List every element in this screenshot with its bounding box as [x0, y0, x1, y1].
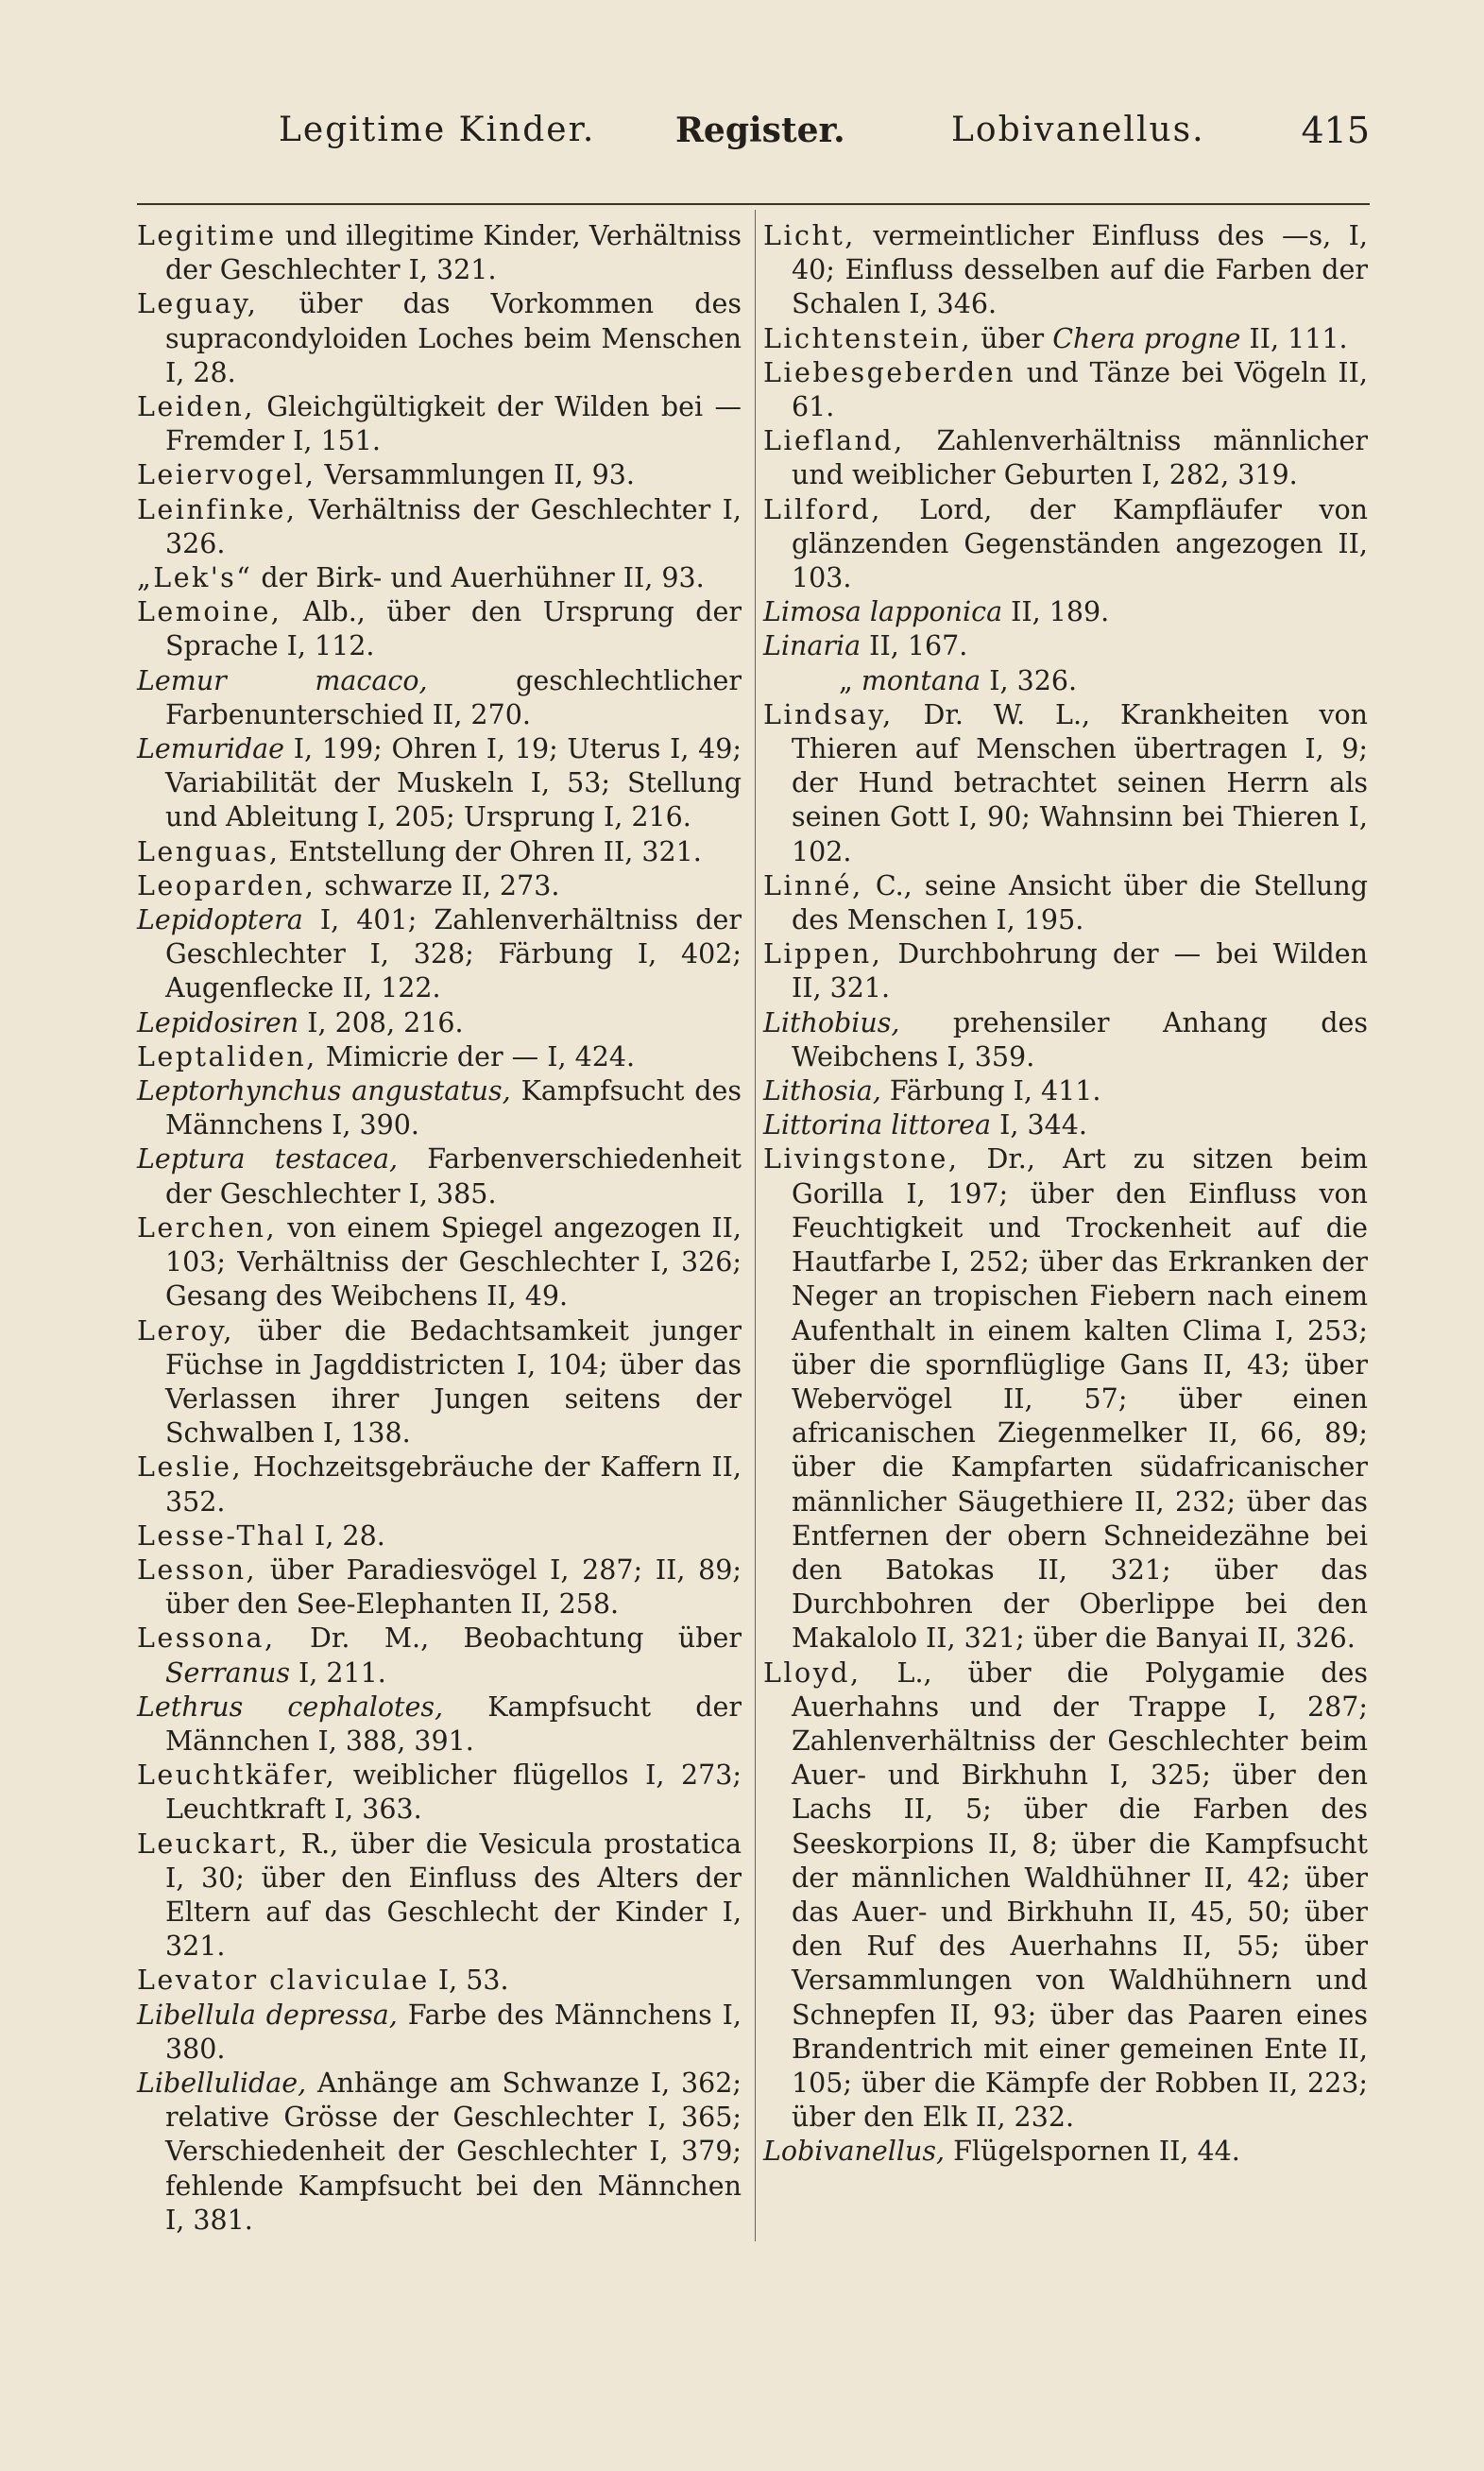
- entry-heading: Lippen,: [763, 938, 883, 970]
- index-entry: [137, 2067, 742, 2238]
- entry-text: I, 326.: [981, 664, 1078, 696]
- index-entry: [763, 629, 1368, 663]
- index-entry: [137, 1314, 742, 1451]
- index-entry: [137, 1622, 742, 1690]
- entry-text: R., über die Vesicula prostatica I, 30; über den Einfluss des Alters der Eltern auf das Geschlecht der Kinder I, 321.: [165, 1828, 742, 1963]
- index-entry: [763, 664, 1368, 698]
- header-right: Lobivanellus.: [951, 111, 1205, 149]
- entry-heading: Lessona,: [137, 1622, 276, 1655]
- entry-heading: Lichtenstein,: [763, 322, 973, 354]
- entry-text: I, 208, 216.: [299, 1006, 464, 1038]
- index-entry: [137, 1553, 742, 1622]
- entry-heading: Lesson,: [137, 1553, 258, 1586]
- entry-taxon: Littorina littorea: [763, 1109, 992, 1141]
- entry-text: vermeintlicher Einfluss des —s, I, 40; Einfluss desselben auf die Farben der Schalen I, 346.: [792, 220, 1368, 320]
- entry-taxon: Lithosia,: [763, 1075, 881, 1107]
- index-entry: [137, 1964, 742, 1998]
- entry-text: I, 199; Ohren I, 19; Uterus I, 49; Variabilität der Muskeln I, 53; Stellung und Ableitung I, 205; Ursprung I, 216.: [165, 733, 742, 833]
- entry-text: Farbe des Männchens I, 380.: [165, 1999, 742, 2065]
- entry-heading: Lerchen,: [137, 1211, 278, 1244]
- entry-taxon: Libellula depressa,: [137, 1999, 398, 2031]
- entry-taxon: Leptorhynchus angustatus,: [137, 1075, 511, 1107]
- entry-heading: Legitime: [137, 220, 277, 251]
- index-entry: [137, 1450, 742, 1519]
- entry-text: Farbenverschiedenheit der Geschlechter I, 385.: [165, 1143, 742, 1210]
- entry-text: I, 211.: [289, 1656, 386, 1689]
- index-entry: [137, 1999, 742, 2067]
- entry-heading: Lilford,: [763, 493, 882, 525]
- entry-heading: „Lek's“: [137, 562, 253, 594]
- index-entry: [763, 2135, 1368, 2169]
- entry-heading: Liefland,: [763, 425, 905, 457]
- index-entry: [763, 1108, 1368, 1142]
- left-column: [137, 219, 742, 2238]
- index-entry: [137, 1006, 742, 1040]
- index-entry: [763, 1074, 1368, 1108]
- index-entry: [763, 219, 1368, 322]
- entry-text: über das Vorkommen des supracondyloiden Loches beim Menschen I, 28.: [165, 288, 742, 388]
- entry-taxon: Lepidoptera: [137, 904, 303, 936]
- index-entry: [763, 424, 1368, 492]
- entry-heading: Lindsay,: [763, 698, 894, 730]
- entry-taxon: Lepidosiren: [137, 1006, 299, 1038]
- entry-text: von einem Spiegel angezogen II, 103; Verhältniss der Geschlechter I, 326; Gesang des Weibchens II, 49.: [165, 1211, 742, 1313]
- entry-text: Anhänge am Schwanze I, 362; relative Grösse der Geschlechter I, 365; Verschiedenheit der Geschlechter I, 379; fehlende Kampfsucht bei den Männchen I, 381.: [165, 2067, 742, 2236]
- index-entry: [137, 1519, 742, 1553]
- entry-taxon: Leptura testacea,: [137, 1143, 399, 1175]
- running-header: [137, 102, 1370, 159]
- entry-text: Entstellung der Ohren II, 321.: [280, 835, 702, 867]
- index-entry: [763, 698, 1368, 869]
- page-number: 415: [1301, 110, 1370, 151]
- entry-taxon: Lemur macaco,: [137, 664, 428, 696]
- entry-heading: Lesse-Thal: [137, 1519, 306, 1552]
- index-entry: [137, 219, 742, 287]
- entry-heading: Leslie,: [137, 1451, 244, 1484]
- entry-text: Versammlungen II, 93.: [316, 459, 635, 491]
- entry-text: II, 189.: [1002, 596, 1110, 628]
- index-entry: [763, 322, 1368, 356]
- entry-taxon: Serranus: [165, 1656, 290, 1689]
- index-entry: [137, 390, 742, 458]
- entry-heading: Lloyd,: [763, 1656, 861, 1689]
- entry-text: Zahlenverhältniss männlicher und weiblicher Geburten I, 282, 319.: [792, 425, 1368, 491]
- index-entry: [137, 1040, 742, 1074]
- entry-text: Kampfsucht der Männchen I, 388, 391.: [165, 1690, 742, 1757]
- entry-text: über: [972, 322, 1053, 354]
- header-left: Legitime Kinder.: [279, 111, 596, 149]
- entry-heading: Livingstone,: [763, 1143, 960, 1175]
- entry-text: I, 28.: [306, 1519, 385, 1552]
- index-entry: [137, 1074, 742, 1142]
- right-column: [763, 219, 1368, 2170]
- entry-heading: Liebesgeberden: [763, 356, 1015, 388]
- entry-text: geschlechtlicher Farbenunterschied II, 270.: [165, 664, 742, 730]
- entry-text: Flügelspornen II, 44.: [945, 2136, 1240, 2168]
- entry-heading: Leiervogel,: [137, 459, 316, 491]
- entry-text: I, 53.: [429, 1965, 509, 1997]
- entry-text: Durchbohrung der — bei Wilden II, 321.: [792, 938, 1368, 1004]
- entry-text: Verhältniss der Geschlechter I, 326.: [165, 493, 742, 559]
- index-entry: [137, 561, 742, 595]
- entry-taxon: Lemuridae: [137, 733, 285, 765]
- entry-heading: Leroy,: [137, 1314, 234, 1347]
- entry-heading: Leuchtkäfer,: [137, 1759, 337, 1792]
- entry-text: L., über die Polygamie des Auerhahns und der Trappe I, 287; Zahlenverhältniss der Geschlechter beim Auer- und Birkhuhn I, 325; über den Lachs II, 5; über die Farben des Seeskorpions II, 8; über die Kampfsucht der männlichen Waldhühner II, 42; über das Auer- und Birkhuhn II, 45, 50; über den Ruf des Auerhahns II, 55; über Versammlungen von Waldhühnern und Schnepfen II, 93; über das Paaren eines Brandentrich mit einer gemeinen Ente II, 105; über die Kämpfe der Robben II, 223; über den Elk II, 232.: [792, 1656, 1368, 2134]
- index-entry: [137, 1759, 742, 1827]
- entry-text: und Tänze bei Vögeln II, 61.: [792, 356, 1368, 423]
- entry-text: Hochzeitsgebräuche der Kaffern II, 352.: [165, 1451, 742, 1518]
- entry-heading: Leoparden,: [137, 869, 316, 901]
- header-rule: [137, 203, 1370, 205]
- entry-heading: Levator claviculae: [137, 1965, 430, 1997]
- entry-heading: Licht,: [763, 220, 856, 251]
- index-entry: [137, 493, 742, 561]
- index-entry: [137, 1142, 742, 1210]
- entry-taxon: Linaria: [763, 630, 861, 662]
- entry-text: II, 167.: [861, 630, 968, 662]
- index-entry: [763, 493, 1368, 596]
- entry-text: Dr. M., Beobachtung über: [275, 1622, 742, 1655]
- entry-text: Färbung I, 411.: [880, 1075, 1101, 1107]
- index-entry: [137, 595, 742, 663]
- entry-heading: Linné,: [763, 869, 863, 901]
- entry-taxon: Lobivanellus,: [763, 2136, 946, 2168]
- index-entry: [137, 1211, 742, 1314]
- entry-heading: Leiden,: [137, 391, 255, 423]
- entry-taxon: Limosa lapponica: [763, 596, 1003, 628]
- entry-text: schwarze II, 273.: [316, 869, 560, 901]
- index-entry: [763, 869, 1368, 937]
- entry-text: Gleichgültigkeit der Wilden bei — Fremder I, 151.: [165, 391, 742, 457]
- index-entry: [763, 1142, 1368, 1656]
- index-entry: [763, 356, 1368, 424]
- entry-text: Dr., Art zu sitzen beim Gorilla I, 197; über den Einfluss von Feuchtigkeit und Trockenheit auf die Hautfarbe I, 252; über das Erkranken der Neger an tropischen Fiebern nach einem Aufenthalt in einem kalten Clima I, 253; über die spornflüglige Gans II, 43; über Webervögel II, 57; über einen africanischen Ziegenmelker II, 66, 89; über die Kampfarten südafricanischer männlicher Säugethiere II, 232; über das Entfernen der obern Schneidezähne bei den Batokas II, 321; über das Durchbohren der Oberlippe bei den Makalolo II, 321; über die Banyai II, 326.: [792, 1143, 1368, 1655]
- index-entry: [137, 835, 742, 869]
- entry-text: über Paradiesvögel I, 287; II, 89; über den See-Elephanten II, 258.: [165, 1553, 742, 1621]
- ditto-mark: „: [839, 664, 861, 696]
- entry-heading: Lemoine,: [137, 596, 282, 628]
- entry-taxon: montana: [861, 664, 981, 696]
- index-entry: [763, 1006, 1368, 1074]
- entry-text: II, 111.: [1240, 322, 1348, 354]
- index-entry: [137, 664, 742, 732]
- index-entry: [763, 595, 1368, 629]
- entry-heading: Leinfinke,: [137, 493, 298, 525]
- entry-text: weiblicher flügellos I, 273; Leuchtkraft I, 363.: [165, 1759, 742, 1826]
- header-center: Register.: [675, 111, 845, 150]
- index-entry: [137, 1828, 742, 1965]
- entry-text: der Birk- und Auerhühner II, 93.: [252, 562, 705, 594]
- entry-text: I, 344.: [991, 1109, 1087, 1141]
- index-entry: [137, 903, 742, 1006]
- entry-heading: Lenguas,: [137, 835, 281, 867]
- entry-heading: Leuckart,: [137, 1828, 290, 1860]
- entry-text: prehensiler Anhang des Weibchens I, 359.: [792, 1006, 1368, 1072]
- entry-taxon: Libellulidae,: [137, 2067, 307, 2099]
- entry-heading: Leptaliden,: [137, 1040, 317, 1072]
- entry-text: und illegitime Kinder, Verhältniss der Geschlechter I, 321.: [165, 220, 742, 286]
- entry-taxon: Lithobius,: [763, 1006, 900, 1038]
- entry-taxon: Chera progne: [1052, 322, 1241, 354]
- index-entry: [137, 1690, 742, 1759]
- entry-taxon: Lethrus cephalotes,: [137, 1690, 444, 1723]
- entry-text: Kampfsucht des Männchens I, 390.: [165, 1075, 742, 1141]
- entry-text: Dr. W. L., Krankheiten von Thieren auf Menschen übertragen I, 9; der Hund betrachtet seinen Herrn als seinen Gott I, 90; Wahnsinn bei Thieren I, 102.: [792, 698, 1368, 867]
- column-divider: [755, 210, 756, 2241]
- entry-text: I, 401; Zahlenverhältniss der Geschlechter I, 328; Färbung I, 402; Augenflecke II, 122.: [165, 904, 742, 1004]
- index-entry: [137, 287, 742, 390]
- index-entry: [137, 732, 742, 835]
- entry-heading: Leguay,: [137, 288, 259, 320]
- index-entry: [137, 458, 742, 492]
- entry-text: Alb., über den Ursprung der Sprache I, 112.: [165, 596, 742, 662]
- entry-text: C., seine Ansicht über die Stellung des Menschen I, 195.: [792, 869, 1368, 936]
- entry-text: über die Bedachtsamkeit junger Füchse in Jagddistricten I, 104; über das Verlassen ihrer Jungen seitens der Schwalben I, 138.: [165, 1314, 742, 1450]
- index-entry: [763, 1656, 1368, 2136]
- index-entry: [137, 869, 742, 903]
- entry-text: Lord, der Kampfläufer von glänzenden Gegenständen angezogen II, 103.: [792, 493, 1368, 594]
- entry-text: Mimicrie der — I, 424.: [316, 1040, 636, 1072]
- index-entry: [763, 937, 1368, 1005]
